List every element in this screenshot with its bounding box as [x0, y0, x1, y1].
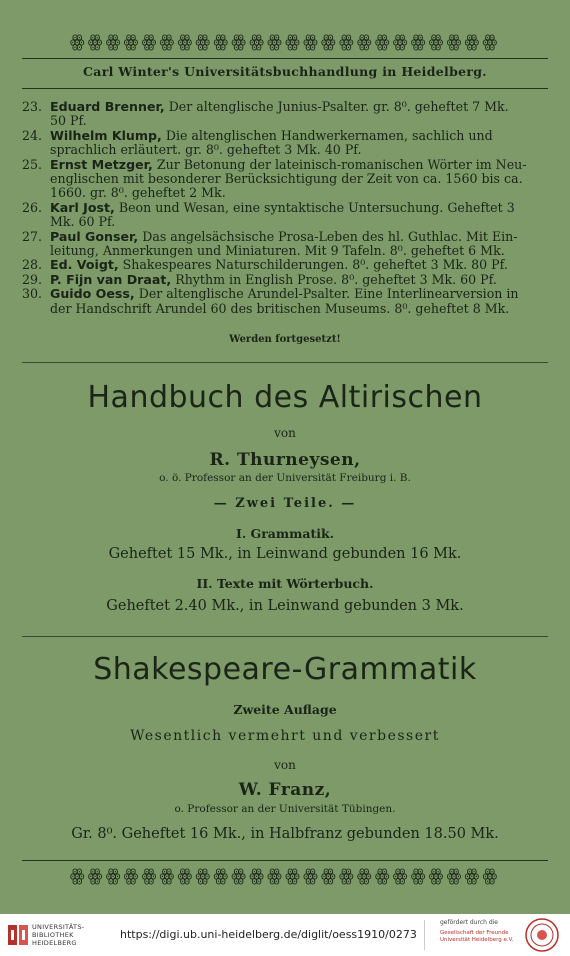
- rule: [22, 860, 548, 861]
- permalink-url[interactable]: https://digi.ub.uni-heidelberg.de/diglit/oess1910/0273: [120, 928, 417, 941]
- entry-author: Karl Jost,: [50, 199, 115, 215]
- library-name: UNIVERSITÄTS- BIBLIOTHEK HEIDELBERG: [32, 923, 85, 947]
- book1-parts: — Zwei Teile. —: [213, 496, 357, 511]
- entry-number: 29.: [22, 271, 43, 287]
- book2-author: W. Franz,: [238, 780, 332, 800]
- entry-text: Rhythm in English Prose. 8⁰. geheftet 3 Mk. 60 Pf.: [175, 271, 497, 287]
- series-entry: [22, 129, 528, 158]
- entry-text: Das angelsächsische Prosa-Leben des hl. Guthlac. Mit Ein-leitung, Anmerkungen und Miniaturen. Mit 9 Tafeln. 8⁰. geheftet 6 Mk.: [50, 228, 518, 259]
- book2-enlarged: Wesentlich vermehrt und verbessert: [130, 728, 440, 744]
- viewer-footer: [0, 914, 570, 956]
- divider: [424, 920, 425, 950]
- entry-text: Der altenglische Arundel-Psalter. Eine Interlinearversion in der Handschrift Arundel 60 des britischen Museums. 8⁰. geheftet 8 Mk.: [50, 286, 519, 316]
- sponsor-label: gefördert durch die: [440, 919, 498, 926]
- entry-author: Paul Gonser,: [50, 228, 139, 244]
- continued-note: Werden fortgesetzt!: [229, 334, 341, 345]
- entry-number: 28.: [22, 257, 43, 273]
- book1-part1-title: I. Grammatik.: [236, 526, 334, 541]
- entry-number: 23.: [22, 99, 43, 114]
- entry-text: Zur Betonung der lateinisch-romanischen Wörter im Neu-englischen mit besonderer Berücksichtigung der Zeit von ca. 1560 bis ca. 1660. gr. 8⁰. geheftet 2 Mk.: [50, 156, 527, 201]
- series-entry: [22, 100, 528, 129]
- book2-affiliation: o. Professor an der Universität Tübingen.: [174, 803, 396, 815]
- book1-part2-price: Geheftet 2.40 Mk., in Leinwand gebunden 3 Mk.: [106, 598, 464, 614]
- book2-edition: Zweite Auflage: [233, 702, 337, 717]
- series-entry: [22, 230, 528, 259]
- book2-title: Shakespeare-Grammatik: [93, 652, 477, 687]
- sponsor-name: Gesellschaft der Freunde Universität Heidelberg e.V.: [440, 930, 514, 943]
- book1-von: von: [274, 426, 296, 440]
- ornament-border-top: ꙮꙮꙮꙮꙮꙮꙮꙮꙮꙮꙮꙮꙮꙮꙮꙮꙮꙮꙮꙮꙮꙮꙮꙮ: [69, 32, 501, 52]
- entry-text: Die altenglischen Handwerkernamen, sachlich und sprachlich erläutert. gr. 8⁰. geheftet 3 Mk. 40 Pf.: [50, 127, 493, 158]
- entry-author: Wilhelm Klump,: [50, 127, 162, 143]
- entry-number: 24.: [22, 127, 43, 143]
- publisher-line: Carl Winter's Universitätsbuchhandlung in Heidelberg.: [83, 64, 487, 79]
- book2-price: Gr. 8⁰. Geheftet 16 Mk., in Halbfranz gebunden 18.50 Mk.: [71, 826, 499, 842]
- entry-author: Ernst Metzger,: [50, 156, 153, 172]
- divider: [22, 636, 548, 637]
- library-logo-icon: [6, 922, 30, 948]
- divider: [22, 362, 548, 363]
- book1-author: R. Thurneysen,: [209, 450, 361, 470]
- series-list: [22, 100, 528, 316]
- entry-text: Shakespeares Naturschilderungen. 8⁰. geheftet 3 Mk. 80 Pf.: [122, 257, 508, 273]
- entry-number: 27.: [22, 228, 43, 244]
- entry-number: 30.: [22, 286, 43, 302]
- book1-affiliation: o. ö. Professor an der Universität Freiburg i. B.: [159, 472, 411, 484]
- entry-author: P. Fijn van Draat,: [50, 271, 172, 287]
- series-entry: [22, 258, 528, 272]
- book2-von: von: [274, 758, 296, 772]
- entry-text: Beon und Wesan, eine syntaktische Untersuchung. Geheftet 3 Mk. 60 Pf.: [50, 199, 515, 230]
- rule: [22, 88, 548, 89]
- book1-part1-price: Geheftet 15 Mk., in Leinwand gebunden 16 Mk.: [108, 546, 462, 562]
- series-entry: [22, 158, 528, 201]
- book1-part2-title: II. Texte mit Wörterbuch.: [196, 576, 374, 591]
- series-entry: [22, 287, 528, 316]
- entry-number: 25.: [22, 156, 43, 172]
- entry-author: Eduard Brenner,: [50, 99, 165, 114]
- series-entry: [22, 273, 528, 287]
- entry-author: Guido Oess,: [50, 286, 135, 302]
- book1-title: Handbuch des Altirischen: [87, 380, 483, 415]
- entry-number: 26.: [22, 199, 43, 215]
- ornament-border-bottom: ꙮꙮꙮꙮꙮꙮꙮꙮꙮꙮꙮꙮꙮꙮꙮꙮꙮꙮꙮꙮꙮꙮꙮꙮ: [69, 866, 501, 886]
- series-entry: [22, 201, 528, 230]
- entry-author: Ed. Voigt,: [50, 257, 119, 273]
- sponsor-seal-icon: [524, 917, 560, 953]
- rule: [22, 58, 548, 59]
- entry-text: Der altenglische Junius-Psalter. gr. 8⁰. geheftet 7 Mk. 50 Pf.: [50, 99, 509, 129]
